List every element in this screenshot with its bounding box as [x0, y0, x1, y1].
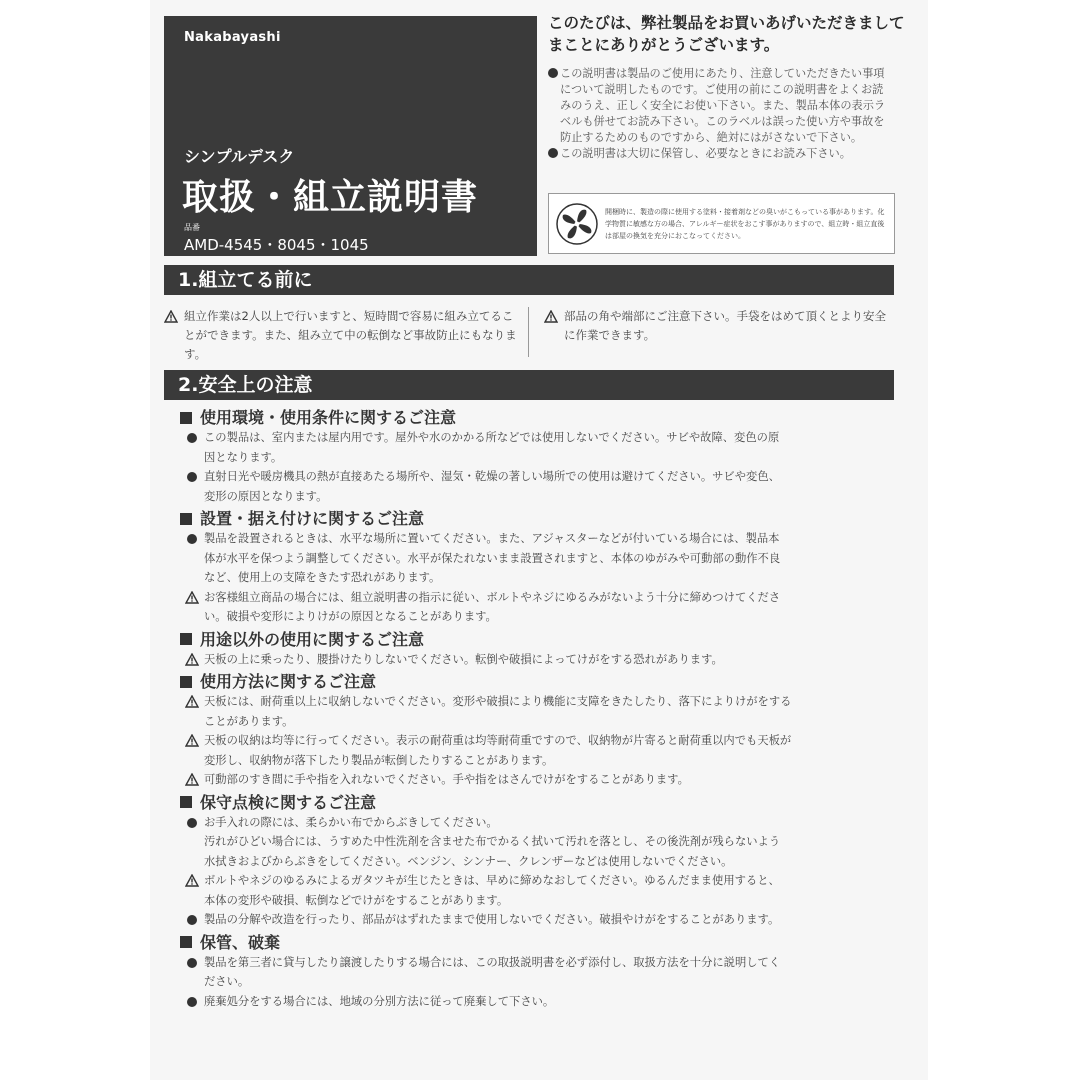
- safety-category: [180, 932, 890, 1012]
- warning-icon: [544, 310, 558, 323]
- safety-item: 可動部のすき間に手や指を入れないでください。手や指をはさんでけがをすることがあります。: [180, 770, 890, 790]
- ventilation-fan-icon: [549, 197, 605, 251]
- intro-notes: [548, 66, 893, 162]
- section-title-safety: 2.安全上の注意: [164, 370, 894, 400]
- safety-item: 製品を設置されるときは、水平な場所に置いてください。また、アジャスターなどが付いている場合には、製品本 体が水平を保つよう調整してください。水平が保たれないまま設置されますと、本体のゆがみや可動部の動作不良 など、使用上の支障をきたす恐れがあります。: [180, 529, 890, 588]
- notice-text: 開梱時に、製造の際に使用する塗料・接着剤などの臭いがこもっている事があります。化学物質に敏感な方の場合、アレルギー症状をおこす事がありますので、組立時・組立直後は部屋の換気を充分におこなってください。: [605, 207, 885, 240]
- bullet-icon: [548, 148, 558, 158]
- category-title: 保管、破棄: [180, 932, 890, 953]
- square-bullet-icon: [180, 412, 192, 424]
- safety-item: 天板の収納は均等に行ってください。表示の耐荷重は均等耐荷重ですので、収納物が片寄ると耐荷重以内でも天板が 変形し、収納物が落下したり製品が転倒したりすることがあります。: [180, 731, 890, 770]
- warning-icon: [185, 695, 199, 708]
- bullet-icon: [187, 472, 197, 482]
- safety-category: [180, 671, 890, 790]
- square-bullet-icon: [180, 796, 192, 808]
- square-bullet-icon: [180, 513, 192, 525]
- square-bullet-icon: [180, 633, 192, 645]
- bullet-icon: [548, 68, 558, 78]
- model-label: 品番: [184, 223, 200, 232]
- header-block: [164, 16, 537, 256]
- product-subtitle: シンプルデスク: [184, 147, 295, 166]
- bullet-icon: [187, 433, 197, 443]
- thanks-message: このたびは、弊社製品をお買いあげいただきまして まことにありがとうございます。: [548, 14, 905, 54]
- safety-item: お客様組立商品の場合には、組立説明書の指示に従い、ボルトやネジにゆるみがないよう十分に締めつけてくださ い。破損や変形によりけがの原因となることがあります。: [180, 588, 890, 627]
- safety-item: 廃棄処分をする場合には、地域の分別方法に従って廃棄して下さい。: [180, 992, 890, 1012]
- model-numbers: AMD-4545・8045・1045: [184, 236, 369, 254]
- warning-icon: [185, 591, 199, 604]
- safety-category: [180, 508, 890, 627]
- safety-category: [180, 629, 890, 670]
- category-title: 使用環境・使用条件に関するご注意: [180, 407, 890, 428]
- warning-icon: [185, 653, 199, 666]
- square-bullet-icon: [180, 676, 192, 688]
- bullet-icon: [187, 915, 197, 925]
- bullet-icon: [187, 958, 197, 968]
- intro-note: この説明書は大切に保管し、必要なときにお読み下さい。: [548, 146, 893, 162]
- safety-item: 製品の分解や改造を行ったり、部品がはずれたままで使用しないでください。破損やけがをすることがあります。: [180, 910, 890, 930]
- page-title: 取扱・組立説明書: [182, 177, 479, 218]
- safety-notes: [180, 405, 890, 1011]
- intro-note: この説明書は製品のご使用にあたり、注意していただきたい事項について説明したものです。ご使用の前にこの説明書をよくお読みのうえ、正しく安全にお使い下さい。また、製品本体の表示ラベルも併せてお読み下さい。このラベルは誤った使い方や事故を防止するためのものですから、絶対にはがさないで下さい。: [548, 66, 893, 146]
- safety-item: 天板の上に乗ったり、腰掛けたりしないでください。転倒や破損によってけがをする恐れがあります。: [180, 650, 890, 670]
- square-bullet-icon: [180, 936, 192, 948]
- manual-page: [150, 0, 928, 1080]
- brand-logo: Nakabayashi: [184, 30, 281, 45]
- safety-item: お手入れの際には、柔らかい布でからぶきしてください。 汚れがひどい場合には、うすめた中性洗剤を含ませた布でかるく拭いて汚れを落とし、その後洗剤が残らないよう 水拭きおよびからぶきをしてください。ベンジン、シンナー、クレンザーなどは使用しないでください。: [180, 813, 890, 872]
- safety-item: この製品は、室内または屋内用です。屋外や水のかかる所などでは使用しないでください。サビや故障、変色の原 因となります。: [180, 428, 890, 467]
- safety-item: 天板には、耐荷重以上に収納しないでください。変形や破損により機能に支障をきたしたり、落下によりけがをする ことがあります。: [180, 692, 890, 731]
- assembly-note-right: 部品の角や端部にご注意下さい。手袋をはめて頂くとより安全に作業できます。: [544, 307, 890, 345]
- assembly-note-left: 組立作業は2人以上で行いますと、短時間で容易に組み立てることができます。また、組み立て中の転倒など事故防止にもなります。: [164, 307, 522, 364]
- safety-category: [180, 407, 890, 506]
- column-divider: [528, 307, 529, 357]
- ventilation-notice: [548, 193, 895, 254]
- bullet-icon: [187, 997, 197, 1007]
- category-title: 用途以外の使用に関するご注意: [180, 629, 890, 650]
- safety-item: 直射日光や暖房機具の熱が直接あたる場所や、湿気・乾燥の著しい場所での使用は避けてください。サビや変色、 変形の原因となります。: [180, 467, 890, 506]
- warning-icon: [185, 773, 199, 786]
- warning-icon: [185, 874, 199, 887]
- safety-item: 製品を第三者に貸与したり譲渡したりする場合には、この取扱説明書を必ず添付し、取扱方法を十分に説明してく ださい。: [180, 953, 890, 992]
- bullet-icon: [187, 534, 197, 544]
- bullet-icon: [187, 818, 197, 828]
- category-title: 設置・据え付けに関するご注意: [180, 508, 890, 529]
- category-title: 保守点検に関するご注意: [180, 792, 890, 813]
- safety-item: ボルトやネジのゆるみによるガタツキが生じたときは、早めに締めなおしてください。ゆるんだまま使用すると、 本体の変形や破損、転倒などでけがをすることがあります。: [180, 871, 890, 910]
- warning-icon: [164, 310, 178, 323]
- section-title-assembly: 1.組立てる前に: [164, 265, 894, 295]
- category-title: 使用方法に関するご注意: [180, 671, 890, 692]
- warning-icon: [185, 734, 199, 747]
- safety-category: [180, 792, 890, 930]
